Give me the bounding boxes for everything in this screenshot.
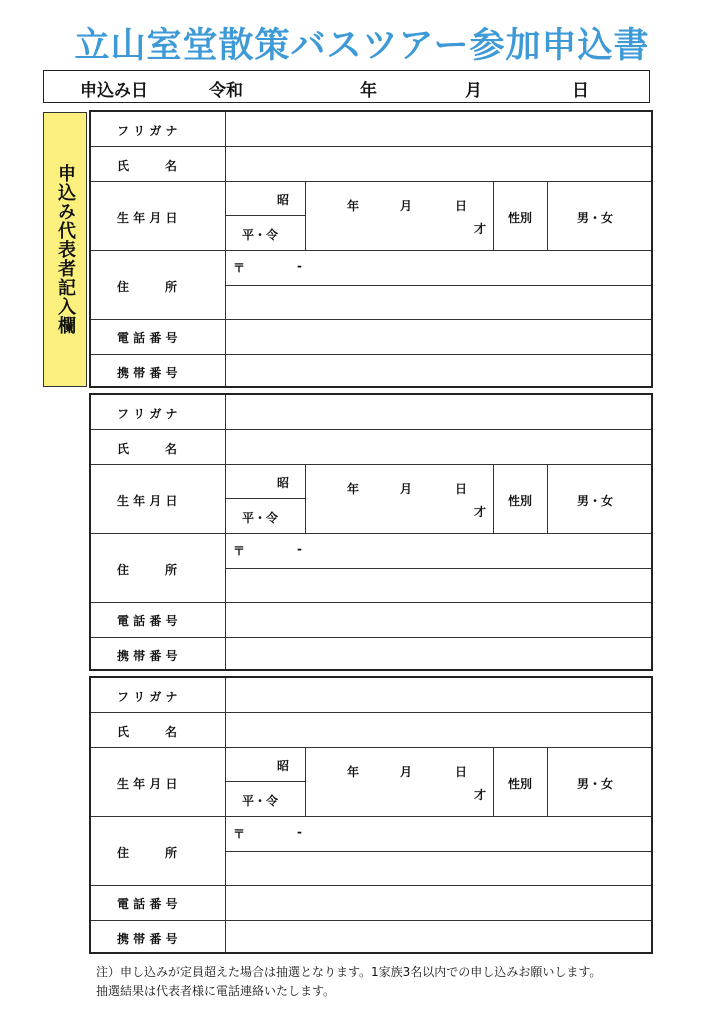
row-divider	[91, 319, 651, 320]
birth-day-label: 日	[455, 199, 468, 213]
era-heisei-reiwa-label: 平・令	[242, 228, 279, 242]
birth-year-label: 年	[347, 765, 360, 779]
birth-month-label: 月	[400, 765, 413, 779]
row-divider	[91, 533, 651, 534]
page-title: 立山室堂散策バスツアー参加申込書	[74, 26, 650, 66]
birthdate-label: 生 年 月 日	[117, 777, 178, 791]
row-divider	[91, 146, 651, 147]
row-divider	[91, 712, 651, 713]
address-label: 住 所	[117, 846, 178, 860]
column-divider	[547, 181, 548, 250]
day-label: 日	[572, 81, 589, 101]
applicant-block-1	[89, 110, 653, 388]
applicant-block-2	[89, 393, 653, 671]
column-divider	[493, 181, 494, 250]
gender-options: 男・女	[577, 777, 614, 791]
birth-year-label: 年	[347, 199, 360, 213]
address-label: 住 所	[117, 280, 178, 294]
furigana-label: フ リ ガ ナ	[117, 690, 178, 704]
era-label: 令和	[209, 81, 243, 101]
row-divider	[225, 215, 305, 216]
birth-month-label: 月	[400, 482, 413, 496]
phone-label: 電 話 番 号	[117, 331, 178, 345]
era-heisei-reiwa-label: 平・令	[242, 511, 279, 525]
birth-day-label: 日	[455, 482, 468, 496]
postal-mark: 〒	[233, 544, 246, 558]
application-date-label: 申込み日	[80, 81, 148, 101]
gender-options: 男・女	[577, 494, 614, 508]
furigana-label: フ リ ガ ナ	[117, 124, 178, 138]
row-divider	[91, 747, 651, 748]
row-divider	[91, 920, 651, 921]
birthdate-label: 生 年 月 日	[117, 211, 178, 225]
column-divider	[493, 464, 494, 533]
name-label: 氏 名	[117, 159, 178, 173]
postal-mark: 〒	[233, 261, 246, 275]
column-divider	[305, 747, 306, 816]
age-label: 才	[474, 505, 487, 519]
gender-label: 性別	[508, 494, 533, 508]
age-label: 才	[474, 788, 487, 802]
row-divider	[91, 885, 651, 886]
postal-mark: 〒	[233, 827, 246, 841]
era-heisei-reiwa-label: 平・令	[242, 794, 279, 808]
row-divider	[225, 851, 651, 852]
name-label: 氏 名	[117, 442, 178, 456]
mobile-label: 携 帯 番 号	[117, 649, 178, 663]
column-divider	[225, 112, 226, 386]
birth-year-label: 年	[347, 482, 360, 496]
birthdate-label: 生 年 月 日	[117, 494, 178, 508]
row-divider	[225, 568, 651, 569]
row-divider	[91, 602, 651, 603]
column-divider	[305, 464, 306, 533]
row-divider	[91, 429, 651, 430]
birth-month-label: 月	[400, 199, 413, 213]
gender-options: 男・女	[577, 211, 614, 225]
applicant-block-3	[89, 676, 653, 954]
age-label: 才	[474, 222, 487, 236]
row-divider	[225, 498, 305, 499]
row-divider	[91, 354, 651, 355]
column-divider	[547, 747, 548, 816]
notes	[96, 963, 601, 1001]
column-divider	[493, 747, 494, 816]
era-showa-label: 昭	[277, 193, 290, 207]
row-divider	[91, 250, 651, 251]
phone-label: 電 話 番 号	[117, 614, 178, 628]
representative-section-label: 申込み代表者記入欄	[43, 112, 87, 387]
row-divider	[91, 181, 651, 182]
postal-dash: -	[297, 825, 302, 839]
month-label: 月	[465, 81, 482, 101]
application-date-row	[43, 70, 650, 103]
address-label: 住 所	[117, 563, 178, 577]
era-showa-label: 昭	[277, 759, 290, 773]
column-divider	[225, 395, 226, 669]
column-divider	[225, 678, 226, 952]
column-divider	[305, 181, 306, 250]
furigana-label: フ リ ガ ナ	[117, 407, 178, 421]
mobile-label: 携 帯 番 号	[117, 932, 178, 946]
row-divider	[91, 464, 651, 465]
name-label: 氏 名	[117, 725, 178, 739]
row-divider	[225, 781, 305, 782]
phone-label: 電 話 番 号	[117, 897, 178, 911]
note-line: 抽選結果は代表者様に電話連絡いたします。	[96, 984, 336, 998]
birth-day-label: 日	[455, 765, 468, 779]
row-divider	[225, 285, 651, 286]
gender-label: 性別	[508, 777, 533, 791]
column-divider	[547, 464, 548, 533]
row-divider	[91, 816, 651, 817]
note-line: 注）申し込みが定員超えた場合は抽選となります。1家族3名以内での申し込みお願いします。	[96, 965, 602, 979]
gender-label: 性別	[508, 211, 533, 225]
postal-dash: -	[297, 259, 302, 273]
mobile-label: 携 帯 番 号	[117, 366, 178, 380]
year-label: 年	[360, 81, 377, 101]
postal-dash: -	[297, 542, 302, 556]
row-divider	[91, 637, 651, 638]
era-showa-label: 昭	[277, 476, 290, 490]
